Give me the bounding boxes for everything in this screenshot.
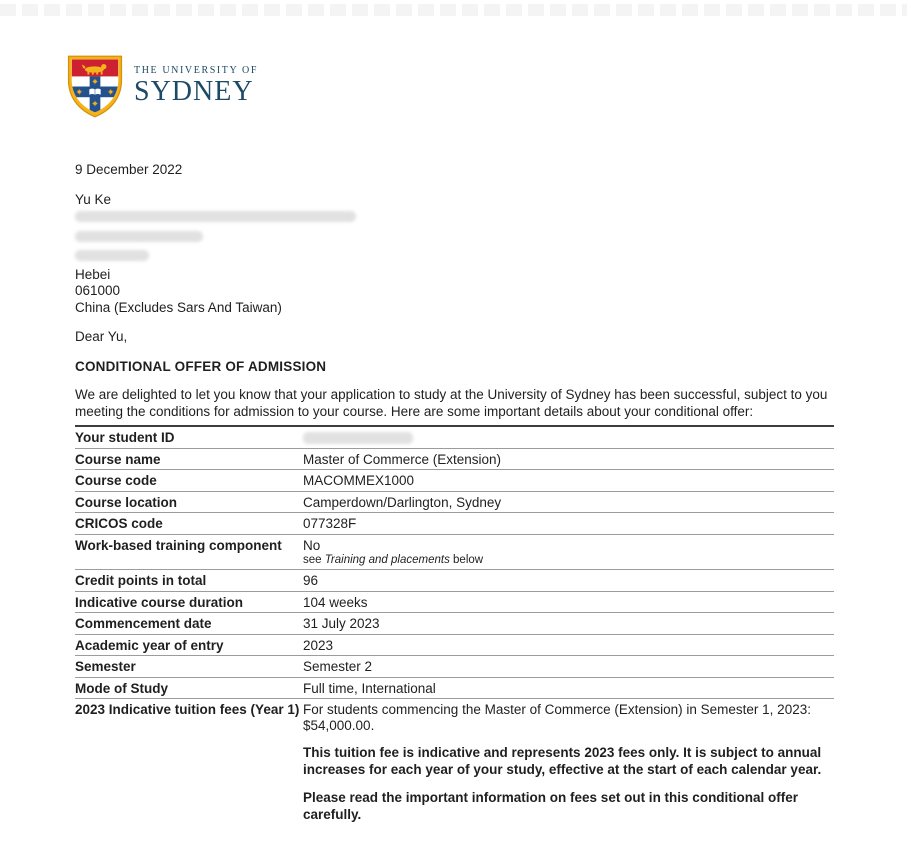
university-wordmark [134, 65, 258, 106]
offer-row-label: Academic year of entry [75, 634, 303, 656]
offer-row-value [303, 426, 834, 448]
offer-row-value: 104 weeks [303, 591, 834, 613]
offer-table-row [75, 491, 834, 513]
offer-row-value: 2023 [303, 634, 834, 656]
offer-row-label: Course code [75, 470, 303, 492]
offer-row-label: Work-based training component [75, 534, 303, 570]
offer-row-value [303, 534, 834, 570]
offer-row-label: Credit points in total [75, 570, 303, 592]
offer-row-value: Full time, International [303, 677, 834, 699]
letter-heading: CONDITIONAL OFFER OF ADMISSION [75, 358, 327, 374]
wordmark-line1: THE UNIVERSITY OF [134, 65, 259, 76]
redacted-student-id [303, 432, 413, 444]
offer-row-label: Mode of Study [75, 677, 303, 699]
offer-row-value: Semester 2 [303, 656, 834, 678]
offer-row-value: Master of Commerce (Extension) [303, 448, 834, 470]
offer-table-row [75, 570, 834, 592]
recipient-name: Yu Ke [75, 191, 112, 207]
offer-row-value: MACOMMEX1000 [303, 470, 834, 492]
offer-row-label: Course name [75, 448, 303, 470]
offer-table-row [75, 656, 834, 678]
offer-table-body [75, 426, 834, 837]
offer-row-note: see Training and placements below [303, 554, 484, 566]
offer-details-table [75, 425, 834, 837]
offer-table-row [75, 426, 834, 448]
offer-table-row [75, 534, 834, 570]
offer-row-label: Commencement date [75, 613, 303, 635]
offer-row-label: Semester [75, 656, 303, 678]
fee-notice-paragraph: Please read the important information on fees set out in this conditional offer carefully. [303, 790, 799, 822]
offer-row-label: 2023 Indicative tuition fees (Year 1) [75, 702, 300, 717]
offer-row-value: 077328F [303, 513, 834, 535]
offer-table-row [75, 634, 834, 656]
redacted-address-line [75, 250, 833, 267]
offer-row-label: Indicative course duration [75, 591, 303, 613]
offer-table-row [75, 470, 834, 492]
offer-table-row [75, 613, 834, 635]
offer-row-value: Camperdown/Darlington, Sydney [303, 491, 834, 513]
recipient-address [75, 192, 833, 317]
fee-detail-paragraph: For students commencing the Master of Commerce (Extension) in Semester 1, 2023: $54,000.00. [303, 702, 811, 733]
offer-table-row [75, 699, 834, 838]
top-checkered-strip [0, 4, 907, 16]
offer-row-value-text: No [303, 537, 321, 553]
offer-row-label: CRICOS code [75, 513, 303, 535]
offer-row-label: Course location [75, 491, 303, 513]
recipient-country: China (Excludes Sars And Taiwan) [75, 299, 282, 315]
offer-table-row [75, 677, 834, 699]
intro-paragraph: We are delighted to let you know that your application to study at the University of Sydney has been successful, subject to you meeting the conditions for admission to your course. Here are some important details about your conditional offer: [75, 387, 828, 419]
salutation: Dear Yu, [75, 329, 128, 344]
offer-table-row [75, 448, 834, 470]
offer-row-value [303, 699, 834, 838]
letter-date: 9 December 2022 [75, 162, 183, 177]
offer-row-value: 96 [303, 570, 834, 592]
redacted-address-line [75, 211, 833, 228]
offer-table-row [75, 513, 834, 535]
offer-table-row [75, 591, 834, 613]
recipient-region: Hebei [75, 266, 111, 282]
recipient-postcode: 061000 [75, 283, 121, 298]
university-shield-icon [63, 55, 127, 118]
wordmark-line2: SYDNEY [134, 76, 254, 107]
university-logo [63, 0, 833, 118]
offer-row-value: 31 July 2023 [303, 613, 834, 635]
offer-row-label: Your student ID [75, 426, 303, 448]
redacted-address-line [75, 231, 833, 248]
fee-notice-paragraph: This tuition fee is indicative and represents 2023 fees only. It is subject to annual increases for each year of your study, effective at the start of each calendar year. [303, 745, 822, 777]
